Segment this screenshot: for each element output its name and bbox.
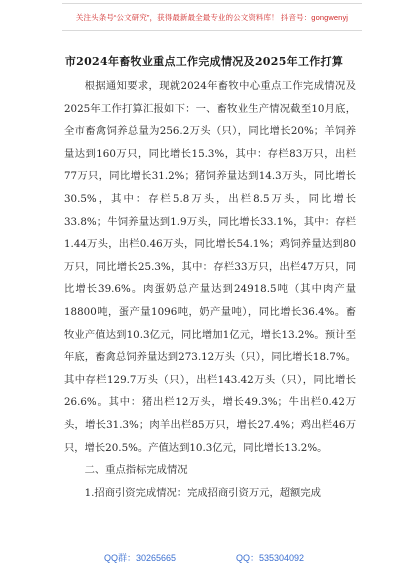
footer-contacts <box>0 548 408 566</box>
paragraph-production: 根据通知要求，现就2024年畜牧中心重点工作完成情况及2025年工作打算汇报如下：一、畜牧业生产情况截至10月底，全市畜禽饲养总量为256.2万头（只），同比增长20%；羊饲养量达到160万只，同比增长15.3%，其中：存栏83万只，出栏77万只，同比增长31.2%；猪饲养量达到14.3万头，同比增长30.5%，其中：存栏5.8万头，出栏8.5万头，同比增长33.8%；牛饲养量达到1.9万头，同比增长33.1%，其中：存栏1.44万头，出栏0.46万头，同比增长54.1%；鸡饲养量达到80万只，同比增长25.3%，其中：存栏33万只，出栏47万只，同比增长39.6%。肉蛋奶总产量达到24918.5吨（其中肉产量18800吨，蛋产量1096吨，奶产量吨），同比增长36.4%。畜牧业产值达到10.3亿元，同比增加1亿元，增长13.2%。预计至年底，畜禽总饲养量达到273.12万头（只），同比增长18.7%。其中存栏129.7万头（只），出栏143.42万头（只），同比增长26.6%。其中：猪出栏12万头，增长49.3%；牛出栏0.42万头，增长31.3%；肉羊出栏85万只，增长27.4%；鸡出栏46万只，增长20.5%。产值达到10.3亿元，同比增长13.2%。 <box>64 80 356 454</box>
section-heading-indicators: 二、重点指标完成情况 <box>84 464 188 477</box>
banner-text: 关注头条号“公文研究”，获得最新最全最专业的公文资料库！ 抖音号：gongwenyj <box>75 12 349 22</box>
qq-group-number: QQ群：30265665 <box>103 552 176 563</box>
document-body <box>64 75 356 504</box>
paragraph-investment: 1.招商引资完成情况：完成招商引资万元，超额完成 <box>84 486 321 499</box>
document-title: 市2024年畜牧业重点工作完成情况及2025年工作打算 <box>64 55 344 68</box>
top-banner <box>62 3 362 31</box>
qq-number: QQ：535304092 <box>235 552 305 563</box>
